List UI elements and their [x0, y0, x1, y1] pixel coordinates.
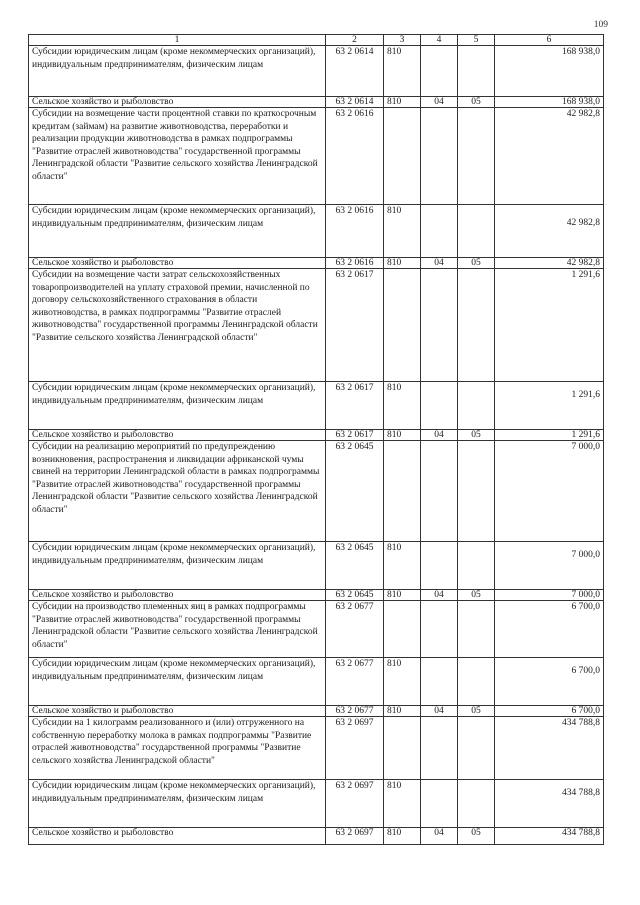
- table-row: [29, 382, 604, 430]
- row-sum: 1 291,6: [495, 269, 604, 382]
- table-row: [29, 658, 604, 706]
- row-section: [421, 601, 458, 658]
- row-code: 63 2 0677: [326, 601, 384, 658]
- row-vr: [384, 108, 421, 205]
- row-section: [421, 205, 458, 258]
- table-row: [29, 828, 604, 845]
- row-vr: 810: [384, 706, 421, 717]
- column-header-name: 1: [29, 35, 326, 46]
- row-sum: 434 788,8: [495, 717, 604, 780]
- row-section: [421, 717, 458, 780]
- row-name: Субсидии юридическим лицам (кроме некоммерческих организаций), индивидуальным предпринимателям, физическим лицам: [29, 46, 326, 97]
- row-sum: 7 000,0: [495, 441, 604, 542]
- row-name: Субсидии юридическим лицам (кроме некоммерческих организаций), индивидуальным предпринимателям, физическим лицам: [29, 382, 326, 430]
- row-subsection: [458, 658, 495, 706]
- row-vr: 810: [384, 46, 421, 97]
- table-row: [29, 108, 604, 205]
- row-name: Сельское хозяйство и рыболовство: [29, 590, 326, 601]
- row-sum: 6 700,0: [495, 601, 604, 658]
- table-row: [29, 601, 604, 658]
- row-sum: 42 982,8: [495, 258, 604, 269]
- table-row: [29, 590, 604, 601]
- row-sum: 1 291,6: [495, 430, 604, 441]
- table-row: [29, 430, 604, 441]
- table-row: [29, 97, 604, 108]
- row-subsection: 05: [458, 828, 495, 845]
- row-code: 63 2 0645: [326, 590, 384, 601]
- row-subsection: [458, 205, 495, 258]
- row-name: Субсидии юридическим лицам (кроме некоммерческих организаций), индивидуальным предпринимателям, физическим лицам: [29, 780, 326, 828]
- row-name: Субсидии на реализацию мероприятий по предупреждению возникновения, распространения и ликвидации африканской чумы свиней на территории Ленинградской области в рамках подпрограммы "Развитие отраслей животноводства" государственной программы Ленинградской области "Развитие сельского хозяйства Ленинградской области": [29, 441, 326, 542]
- row-section: 04: [421, 706, 458, 717]
- row-section: [421, 269, 458, 382]
- row-subsection: 05: [458, 97, 495, 108]
- table-row: [29, 706, 604, 717]
- column-header-sum: 6: [495, 35, 604, 46]
- row-section: [421, 780, 458, 828]
- row-vr: 810: [384, 382, 421, 430]
- row-subsection: [458, 542, 495, 590]
- row-code: 63 2 0617: [326, 269, 384, 382]
- row-name: Сельское хозяйство и рыболовство: [29, 97, 326, 108]
- table-row: [29, 46, 604, 97]
- row-code: 63 2 0697: [326, 717, 384, 780]
- row-section: 04: [421, 430, 458, 441]
- page-number: 109: [593, 20, 608, 30]
- row-section: 04: [421, 828, 458, 845]
- table-row: [29, 441, 604, 542]
- row-section: [421, 46, 458, 97]
- row-code: 63 2 0697: [326, 780, 384, 828]
- row-code: 63 2 0616: [326, 258, 384, 269]
- row-vr: [384, 269, 421, 382]
- row-name: Субсидии на производство племенных яиц в рамках подпрограммы "Развитие отраслей животноводства" государственной программы Ленинградской области "Развитие сельского хозяйства Ленинградской области": [29, 601, 326, 658]
- row-name: Субсидии юридическим лицам (кроме некоммерческих организаций), индивидуальным предпринимателям, физическим лицам: [29, 205, 326, 258]
- row-vr: [384, 601, 421, 658]
- row-sum: 1 291,6: [495, 382, 604, 430]
- row-code: 63 2 0614: [326, 46, 384, 97]
- row-code: 63 2 0617: [326, 430, 384, 441]
- row-subsection: [458, 717, 495, 780]
- row-section: 04: [421, 590, 458, 601]
- table-row: [29, 780, 604, 828]
- row-name: Субсидии на возмещение части затрат сельскохозяйственных товаропроизводителей на уплату страховой премии, начисленной по договору сельскохозяйственного страхования в области животноводства, в рамках подпрограммы "Развитие отраслей животноводства" государственной программы Ленинградской области "Развитие сельского хозяйства Ленинградской области": [29, 269, 326, 382]
- row-section: [421, 382, 458, 430]
- row-vr: [384, 717, 421, 780]
- row-section: [421, 108, 458, 205]
- row-section: [421, 658, 458, 706]
- table-row: [29, 205, 604, 258]
- row-sum: 7 000,0: [495, 542, 604, 590]
- row-vr: 810: [384, 780, 421, 828]
- row-name: Субсидии юридическим лицам (кроме некоммерческих организаций), индивидуальным предпринимателям, физическим лицам: [29, 542, 326, 590]
- row-vr: 810: [384, 590, 421, 601]
- row-name: Субсидии юридическим лицам (кроме некоммерческих организаций), индивидуальным предпринимателям, физическим лицам: [29, 658, 326, 706]
- row-vr: 810: [384, 542, 421, 590]
- row-subsection: [458, 780, 495, 828]
- row-name: Сельское хозяйство и рыболовство: [29, 430, 326, 441]
- row-subsection: [458, 46, 495, 97]
- row-name: Сельское хозяйство и рыболовство: [29, 828, 326, 845]
- row-section: 04: [421, 258, 458, 269]
- table-header-row: [29, 35, 604, 46]
- row-sum: 42 982,8: [495, 205, 604, 258]
- row-sum: 42 982,8: [495, 108, 604, 205]
- row-subsection: [458, 441, 495, 542]
- row-code: 63 2 0616: [326, 108, 384, 205]
- row-name: Субсидии на возмещение части процентной ставки по краткосрочным кредитам (займам) на развитие животноводства, переработки и реализации продукции животноводства в рамках подпрограммы "Развитие отраслей животноводства" государственной программы Ленинградской области "Развитие сельского хозяйства Ленинградской области": [29, 108, 326, 205]
- row-sum: 7 000,0: [495, 590, 604, 601]
- table-row: [29, 717, 604, 780]
- table-row: [29, 269, 604, 382]
- row-code: 63 2 0697: [326, 828, 384, 845]
- row-vr: 810: [384, 430, 421, 441]
- column-header-section: 4: [421, 35, 458, 46]
- row-name: Сельское хозяйство и рыболовство: [29, 258, 326, 269]
- row-subsection: [458, 382, 495, 430]
- row-sum: 434 788,8: [495, 780, 604, 828]
- row-sum: 6 700,0: [495, 658, 604, 706]
- row-subsection: [458, 601, 495, 658]
- column-header-code: 2: [326, 35, 384, 46]
- column-header-vr: 3: [384, 35, 421, 46]
- table-row: [29, 258, 604, 269]
- row-code: 63 2 0645: [326, 542, 384, 590]
- row-vr: 810: [384, 205, 421, 258]
- budget-table: [28, 34, 604, 845]
- row-sum: 168 938,0: [495, 46, 604, 97]
- row-sum: 6 700,0: [495, 706, 604, 717]
- table-row: [29, 542, 604, 590]
- row-code: 63 2 0677: [326, 706, 384, 717]
- row-code: 63 2 0645: [326, 441, 384, 542]
- row-subsection: 05: [458, 706, 495, 717]
- row-code: 63 2 0677: [326, 658, 384, 706]
- row-code: 63 2 0616: [326, 205, 384, 258]
- row-vr: 810: [384, 97, 421, 108]
- row-section: [421, 441, 458, 542]
- column-header-subsection: 5: [458, 35, 495, 46]
- row-subsection: 05: [458, 430, 495, 441]
- row-subsection: [458, 108, 495, 205]
- row-sum: 434 788,8: [495, 828, 604, 845]
- row-section: [421, 542, 458, 590]
- row-name: Субсидии на 1 килограмм реализованного и (или) отгруженного на собственную переработку молока в рамках подпрограммы "Развитие отраслей животноводства" государственной программы "Развитие сельского хозяйства Ленинградской области": [29, 717, 326, 780]
- row-code: 63 2 0617: [326, 382, 384, 430]
- row-vr: 810: [384, 258, 421, 269]
- row-vr: 810: [384, 828, 421, 845]
- row-subsection: 05: [458, 590, 495, 601]
- row-subsection: 05: [458, 258, 495, 269]
- row-subsection: [458, 269, 495, 382]
- row-vr: 810: [384, 658, 421, 706]
- row-sum: 168 938,0: [495, 97, 604, 108]
- row-section: 04: [421, 97, 458, 108]
- row-name: Сельское хозяйство и рыболовство: [29, 706, 326, 717]
- row-code: 63 2 0614: [326, 97, 384, 108]
- row-vr: [384, 441, 421, 542]
